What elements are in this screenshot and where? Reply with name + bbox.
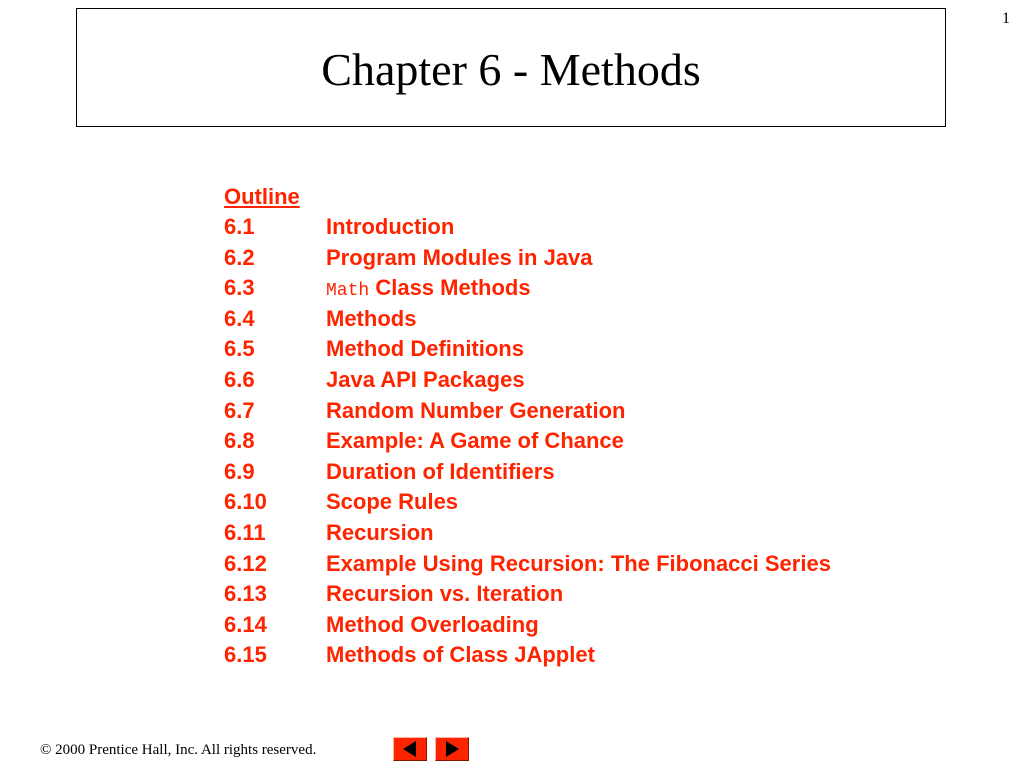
outline-item [224, 518, 831, 549]
outline-item [224, 549, 831, 580]
outline-item-number: 6.8 [224, 428, 255, 454]
outline-item-number: 6.12 [224, 550, 267, 576]
outline-item [224, 579, 831, 610]
outline-item-label: Methods [326, 305, 417, 331]
outline-item-label: Methods of Class JApplet [326, 642, 595, 668]
title-box [76, 8, 946, 127]
outline-item-label: Java API Packages [326, 366, 525, 392]
next-slide-button[interactable] [435, 737, 469, 761]
outline-item-number: 6.14 [224, 611, 267, 637]
outline-item-label: Random Number Generation [326, 397, 626, 423]
slide-title: Chapter 6 - Methods [321, 44, 701, 95]
outline-item [224, 243, 831, 274]
outline-item-label: Recursion vs. Iteration [326, 581, 564, 607]
outline-item [224, 487, 831, 518]
outline-item-label: Scope Rules [326, 489, 459, 515]
outline-item-code: Math [326, 281, 370, 302]
right-triangle-icon [436, 738, 468, 760]
outline-item [224, 304, 831, 335]
outline-item [224, 426, 831, 457]
left-triangle-icon [394, 738, 426, 760]
outline-item-label: Class Methods [369, 275, 531, 301]
outline-item-label: Example: A Game of Chance [326, 428, 624, 454]
outline-item-number: 6.1 [224, 214, 255, 239]
outline-item-number: 6.11 [224, 519, 266, 545]
page-number: 1 [1002, 10, 1010, 27]
outline [224, 181, 831, 671]
outline-item-number: 6.15 [224, 642, 267, 668]
outline-item-label: Recursion [326, 519, 434, 545]
outline-item [224, 334, 831, 365]
outline-item-label: Method Definitions [326, 336, 524, 362]
outline-item-number: 6.6 [224, 366, 255, 392]
outline-item-label: Duration of Identifiers [326, 458, 555, 484]
outline-item-number: 6.5 [224, 336, 255, 362]
outline-item [224, 396, 831, 427]
outline-item [224, 640, 831, 671]
outline-item-number: 6.10 [224, 489, 267, 515]
outline-item-number: 6.4 [224, 305, 255, 331]
outline-item-number: 6.9 [224, 458, 255, 484]
outline-item [224, 212, 831, 243]
outline-item-label: Example Using Recursion: The Fibonacci Series [326, 550, 831, 576]
outline-item-label: Introduction [326, 214, 455, 239]
outline-item [224, 457, 831, 488]
outline-item-number: 6.3 [224, 275, 255, 301]
outline-item [224, 610, 831, 641]
outline-item-label: Program Modules in Java [326, 244, 593, 270]
outline-heading: Outline [224, 184, 300, 209]
outline-item-number: 6.13 [224, 581, 267, 607]
outline-item-number: 6.7 [224, 397, 255, 423]
copyright-notice: © 2000 Prentice Hall, Inc. All rights reserved. [40, 742, 317, 758]
outline-item [224, 273, 831, 304]
outline-item-number: 6.2 [224, 244, 255, 270]
outline-item-label: Method Overloading [326, 611, 539, 637]
outline-item [224, 365, 831, 396]
previous-slide-button[interactable] [393, 737, 427, 761]
